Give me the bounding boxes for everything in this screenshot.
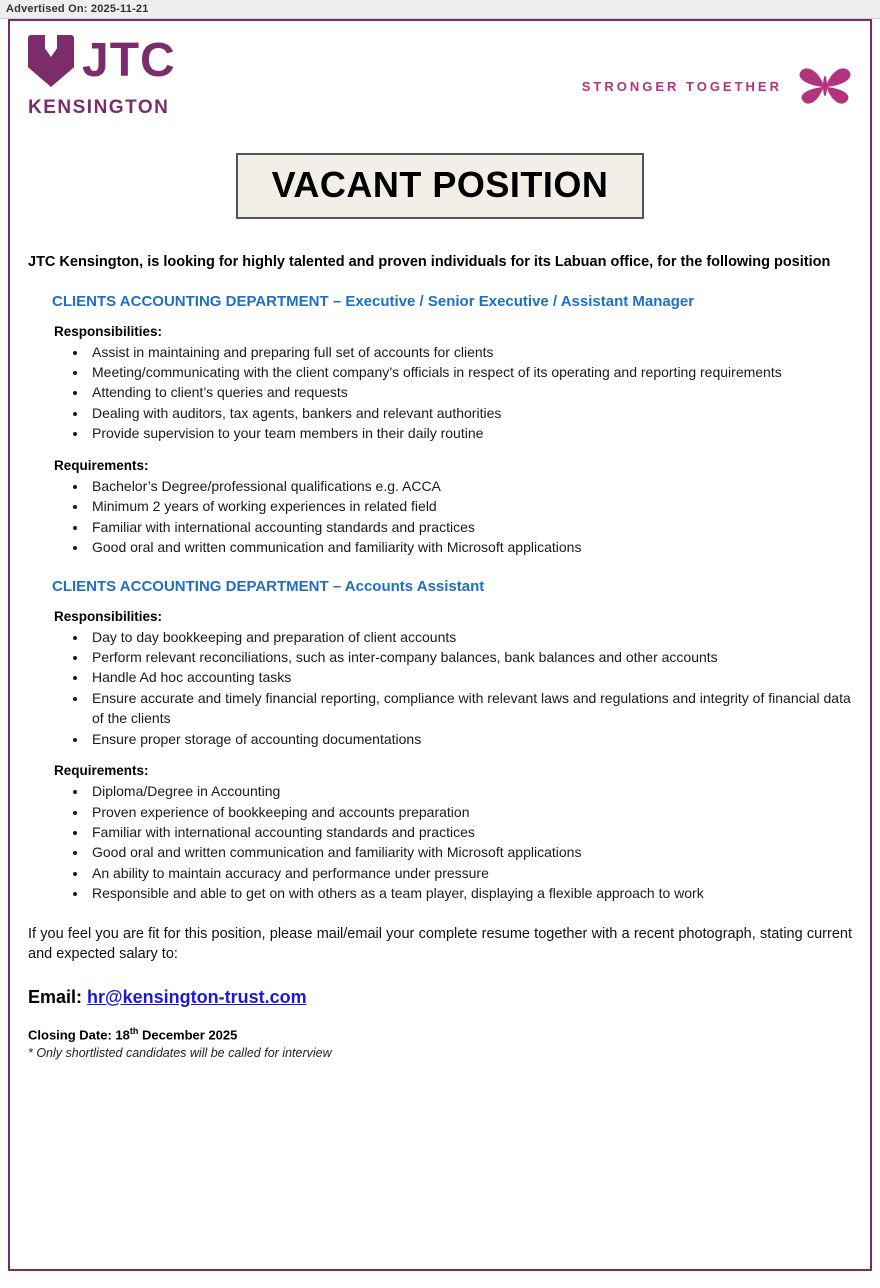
poster-header xyxy=(28,35,852,135)
email-label: Email: xyxy=(28,986,83,1007)
job-section-1-responsibilities xyxy=(52,342,852,444)
list-item: • Diploma/Degree in Accounting xyxy=(88,781,852,801)
closing-paragraph: If you feel you are fit for this position, please mail/email your complete resume together with a recent photograph, stating current and expected salary to: xyxy=(28,925,852,963)
logo-wordmark: JTC xyxy=(82,34,176,87)
job-section-2 xyxy=(28,578,852,904)
list-item: • Dealing with auditors, tax agents, bankers and relevant authorities xyxy=(88,403,852,423)
closing-date xyxy=(28,1026,852,1042)
list-item: • Minimum 2 years of working experiences in related field xyxy=(88,496,852,516)
vacant-position-banner xyxy=(28,153,852,219)
job-section-1-requirements-label: Requirements: xyxy=(54,457,149,473)
job-section-2-title: CLIENTS ACCOUNTING DEPARTMENT – Accounts Assistant xyxy=(52,577,485,595)
logo-subtitle: KENSINGTON xyxy=(28,97,170,118)
list-item: • Good oral and written communication and familiarity with Microsoft applications xyxy=(88,537,852,557)
advert-poster xyxy=(8,19,872,1271)
jtc-logo xyxy=(28,35,176,119)
advertised-on-label: Advertised On: 2025-11-21 xyxy=(6,3,149,15)
list-item: • Ensure proper storage of accounting documentations xyxy=(88,729,852,749)
job-section-1-responsibilities-label: Responsibilities: xyxy=(54,323,163,339)
list-item: • Day to day bookkeeping and preparation of client accounts xyxy=(88,627,852,647)
closing-date-label: Closing Date: 18 xyxy=(28,1027,130,1043)
logo-top-row xyxy=(28,35,176,87)
list-item: • Proven experience of bookkeeping and accounts preparation xyxy=(88,802,852,822)
list-item: • Familiar with international accounting standards and practices xyxy=(88,822,852,842)
email-line xyxy=(28,987,852,1008)
job-section-2-requirements xyxy=(52,781,852,904)
list-item: • Assist in maintaining and preparing full set of accounts for clients xyxy=(88,342,852,362)
email-link[interactable]: hr@kensington-trust.com xyxy=(87,986,307,1007)
list-item: • Good oral and written communication and familiarity with Microsoft applications xyxy=(88,842,852,862)
job-section-1-title: CLIENTS ACCOUNTING DEPARTMENT – Executive / Senior Executive / Assistant Manager xyxy=(52,292,695,310)
list-item: • An ability to maintain accuracy and performance under pressure xyxy=(88,863,852,883)
closing-date-ordinal: th xyxy=(129,1025,139,1036)
closing-date-month-year: December 2025 xyxy=(138,1027,238,1043)
list-item: • Ensure accurate and timely financial reporting, compliance with relevant laws and regulations and integrity of financial data of the clients xyxy=(88,688,852,729)
vacant-position-box xyxy=(236,153,645,219)
vacant-position-title: VACANT POSITION xyxy=(271,164,609,205)
butterfly-icon xyxy=(798,65,852,107)
job-section-2-responsibilities xyxy=(52,627,852,750)
list-item: • Handle Ad hoc accounting tasks xyxy=(88,667,852,687)
list-item: • Bachelor’s Degree/professional qualifications e.g. ACCA xyxy=(88,476,852,496)
tagline-text: STRONGER TOGETHER xyxy=(581,78,782,94)
list-item: • Attending to client’s queries and requests xyxy=(88,382,852,402)
job-section-2-requirements-label: Requirements: xyxy=(54,763,149,779)
intro-paragraph: JTC Kensington, is looking for highly talented and proven individuals for its Labuan office, for the following position xyxy=(28,254,831,270)
list-item: • Perform relevant reconciliations, such as inter-company balances, bank balances and other accounts xyxy=(88,647,852,667)
list-item: • Familiar with international accounting standards and practices xyxy=(88,517,852,537)
shortlist-footnote: * Only shortlisted candidates will be called for interview xyxy=(28,1046,332,1061)
job-section-2-responsibilities-label: Responsibilities: xyxy=(54,608,163,624)
list-item: • Responsible and able to get on with others as a team player, displaying a flexible approach to work xyxy=(88,883,852,903)
job-section-1-requirements xyxy=(52,476,852,558)
advertised-on-bar xyxy=(0,0,880,19)
job-section-1 xyxy=(28,293,852,558)
jtc-shield-icon xyxy=(28,35,74,87)
list-item: • Meeting/communicating with the client company’s officials in respect of its operating and reporting requirements xyxy=(88,362,852,382)
tagline-block xyxy=(582,65,852,107)
list-item: • Provide supervision to your team members in their daily routine xyxy=(88,423,852,443)
